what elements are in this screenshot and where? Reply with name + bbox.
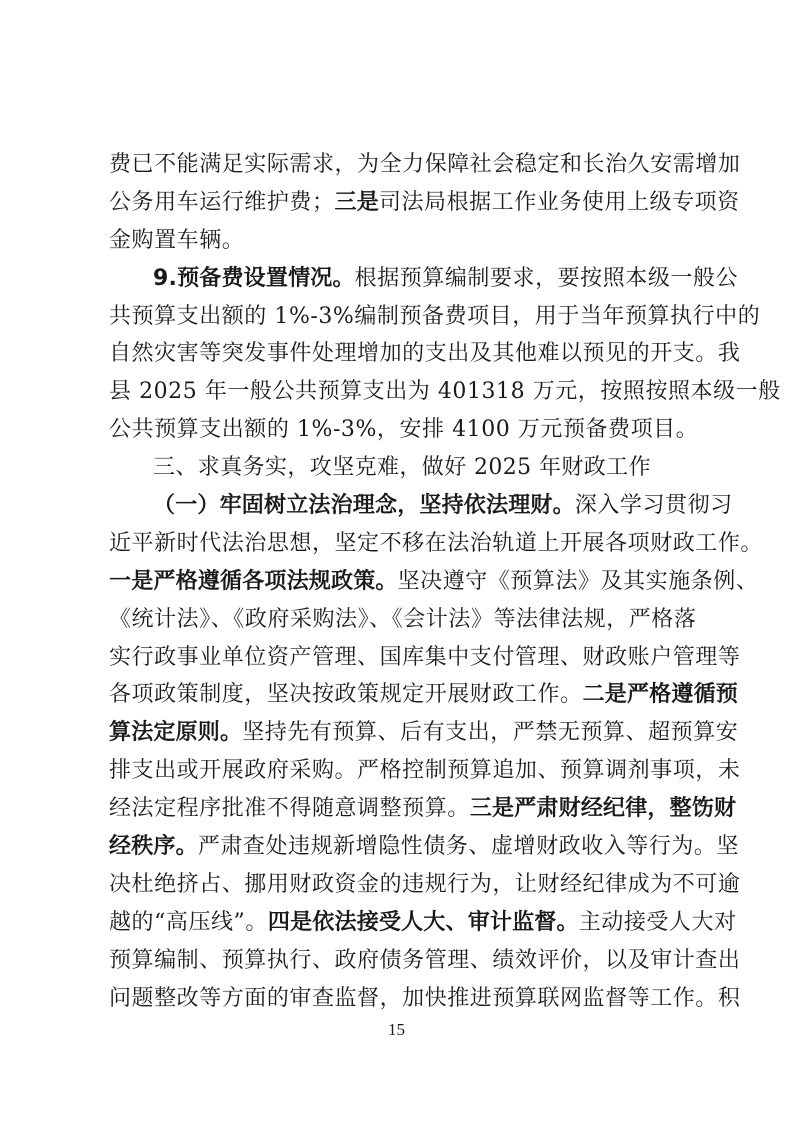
text-line	[109, 828, 740, 866]
text-run: 公务用车运行维护费；	[109, 189, 335, 215]
text-line	[109, 525, 763, 563]
text-line	[109, 980, 741, 1018]
section-heading-bold: 9.预备费设置情况。	[153, 265, 355, 291]
bold-text-run: 算法定原则。	[109, 720, 243, 746]
text-line	[109, 714, 739, 752]
text-run: 共预算支出额的 1%-3%编制预备费项目，用于当年预算执行中的	[109, 303, 761, 329]
text-run: 主动接受人大对	[578, 909, 737, 935]
text-line	[109, 184, 740, 222]
text-line	[109, 752, 741, 790]
bold-text-run: 四是依法接受人大、审计监督。	[267, 909, 579, 935]
text-line	[109, 373, 781, 411]
subsection-heading-bold: （一）牢固树立法治理念，坚持依法理财。	[153, 493, 575, 519]
text-run: 自然灾害等突发事件处理增加的支出及其他难以预见的开支。我	[109, 341, 741, 367]
text-line	[109, 411, 699, 449]
bold-text-run: 一是严格遵循各项法规政策。	[109, 568, 398, 594]
text-line	[109, 866, 741, 904]
text-run: 问题整改等方面的审查监督，加快推进预算联网监督等工作。积	[109, 985, 741, 1011]
text-line	[109, 904, 737, 942]
bold-text-run: 二是严格遵循预	[582, 682, 738, 708]
text-run: 根据预算编制要求，要按照本级一般公	[354, 265, 739, 291]
text-run: 坚决遵守《预算法》及其实施条例、	[397, 568, 759, 594]
text-line	[109, 601, 697, 639]
text-run: 公共预算支出额的 1%-3%，安排 4100 万元预备费项目。	[109, 417, 699, 443]
text-run: 坚持先有预算、后有支出，严禁无预算、超预算安	[242, 720, 739, 746]
text-line	[109, 790, 737, 828]
bold-text-run: 经秩序。	[109, 834, 198, 860]
text-line	[109, 639, 741, 677]
section-heading	[109, 449, 689, 487]
bold-text-run: 三是严肃财经纪律，整饬财	[469, 796, 737, 822]
text-line	[109, 222, 689, 260]
text-run: 《统计法》、《政府采购法》、《会计法》等法律法规，严格落	[109, 606, 697, 632]
text-line	[109, 298, 761, 336]
text-line	[109, 942, 741, 980]
text-run: 费已不能满足实际需求，为全力保障社会稳定和长治久安需增加	[109, 152, 741, 177]
text-line	[109, 335, 741, 373]
text-line	[109, 563, 759, 601]
text-run: 经法定程序批准不得随意调整预算。	[109, 796, 470, 822]
text-run: 实行政事业单位资产管理、国库集中支付管理、财政账户管理等	[109, 644, 741, 670]
body-text	[109, 146, 781, 1017]
section-heading-text: 三、求真务实，攻坚克难，做好 2025 年财政工作	[153, 455, 651, 481]
text-run: 排支出或开展政府采购。严格控制预算追加、预算调剂事项，未	[109, 758, 741, 784]
text-run: 预算编制、预算执行、政府债务管理、绩效评价，以及审计查出	[109, 947, 741, 973]
text-line	[109, 487, 733, 525]
bold-text-run: 三是	[334, 189, 379, 215]
text-line	[109, 260, 739, 298]
text-run: 金购置车辆。	[109, 227, 245, 253]
text-run: 各项政策制度，坚决按政策规定开展财政工作。	[109, 682, 583, 708]
text-run: 司法局根据工作业务使用上级专项资	[378, 189, 740, 215]
text-line	[109, 146, 741, 184]
text-run: 严肃查处违规新增隐性债务、虚增财政收入等行为。坚	[197, 834, 740, 860]
text-run: 县 2025 年一般公共预算支出为 401318 万元，按照按照本级一般	[109, 379, 781, 405]
text-run: 深入学习贯彻习	[574, 493, 733, 519]
text-run: 决杜绝挤占、挪用财政资金的违规行为，让财经纪律成为不可逾	[109, 871, 741, 897]
text-line	[109, 676, 738, 714]
page-number: 15	[388, 1020, 405, 1039]
text-run: 近平新时代法治思想，坚定不移在法治轨道上开展各项财政工作。	[109, 530, 763, 556]
text-run: 越的“高压线”。	[109, 909, 268, 935]
